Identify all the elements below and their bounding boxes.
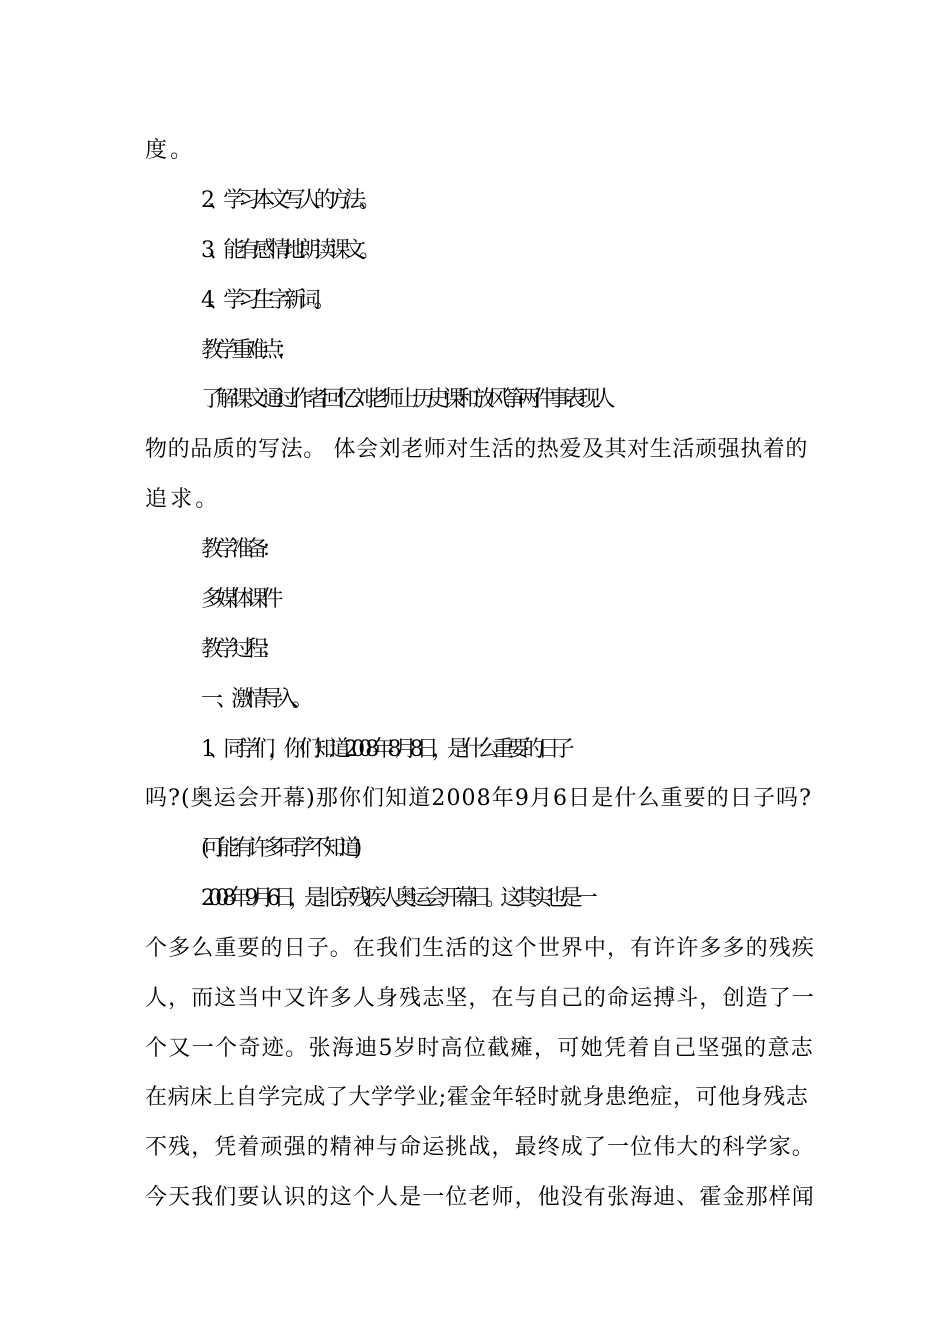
text-line: 1、同学们，你们知道2008年8月8日，是什么重要的日子	[201, 737, 568, 762]
text-line: (可能有许多同学不知道)	[201, 836, 356, 861]
text-line: 人，而这当中又许多人身残志坚，在与自己的命运搏斗，创造了一	[145, 986, 815, 1011]
text-line: 在病床上自学完成了大学学业;霍金年轻时就身患绝症，可他身残志	[145, 1085, 809, 1110]
section-heading-preparation: 教学准备：	[201, 537, 277, 562]
text-line: 吗?(奥运会开幕)那你们知道2008年9月6日是什么重要的日子吗?	[145, 786, 813, 811]
text-line: 今天我们要认识的这个人是一位老师，他没有张海迪、霍金那样闻	[145, 1185, 815, 1210]
objective-4: 4、学习生字新词。	[201, 288, 329, 313]
text-line: 个多么重要的日子。在我们生活的这个世界中，有许许多多的残疾	[145, 936, 815, 961]
text-line: 不残，凭着顽强的精神与命运挑战，最终成了一位伟大的科学家。	[145, 1135, 815, 1160]
text-line: 度。	[145, 138, 196, 163]
text-line: 了解课文通过作者回忆刘老师上历史课和放风筝两件事表现人	[201, 387, 609, 412]
text-line: 个又一个奇迹。张海迪5岁时高位截瘫，可她凭着自己坚强的意志	[145, 1036, 815, 1061]
section-heading-key-points: 教学重难点：	[201, 338, 292, 363]
subsection-heading: 一、激情导入。	[201, 687, 307, 712]
objective-2: 2、学习本文写人的方法。	[201, 188, 375, 213]
text-line: 物的品质的写法。 体会刘老师对生活的热爱及其对生活顽强执着的	[145, 437, 808, 462]
text-line: 多媒体课件	[201, 587, 277, 612]
text-line: 追求。	[145, 487, 221, 512]
section-heading-process: 教学过程：	[201, 637, 277, 662]
objective-3: 3、能有感情地朗读课文 。	[201, 238, 375, 263]
text-line: 2008年9月6日，是北京残疾人奥运会开幕日。这其实也是一	[201, 886, 591, 911]
